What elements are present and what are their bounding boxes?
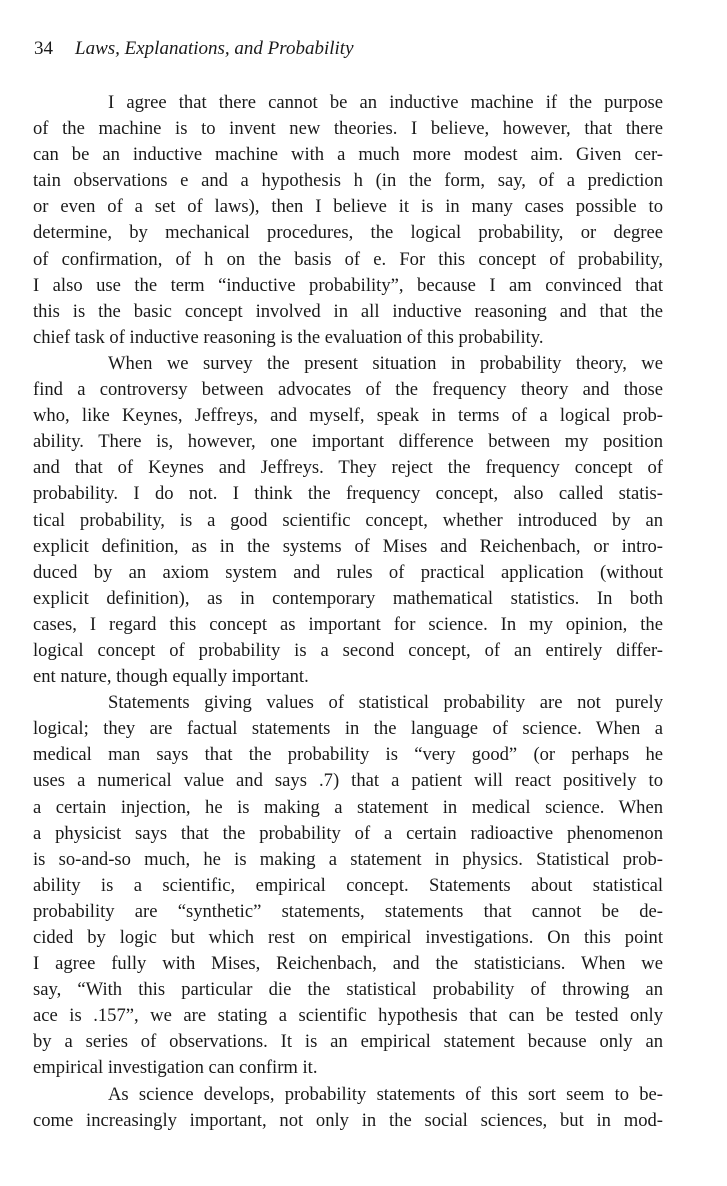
text-line: As science develops, probability statements of this sort seem to be-	[108, 1083, 663, 1105]
text-line: logical; they are factual statements in the language of science. When a	[33, 718, 663, 740]
running-title: Laws, Explanations, and Probability	[75, 38, 354, 59]
page-number: 34	[34, 38, 53, 59]
text-line: duced by an axiom system and rules of practical application (without	[33, 561, 663, 583]
text-line: When we survey the present situation in probability theory, we	[108, 352, 663, 374]
text-line: a physicist says that the probability of a certain radioactive phenomenon	[33, 822, 663, 844]
text-line: explicit definition), as in contemporary mathematical statistics. In both	[33, 587, 663, 609]
text-line: ability is a scientific, empirical concept. Statements about statistical	[33, 874, 663, 896]
paragraph	[33, 90, 663, 351]
text-line: is so-and-so much, he is making a statement in physics. Statistical prob-	[33, 848, 663, 870]
text-line: can be an inductive machine with a much more modest aim. Given cer-	[33, 144, 663, 166]
paragraph	[33, 351, 663, 690]
text-line: I agree fully with Mises, Reichenbach, and the statisticians. When we	[33, 953, 663, 975]
text-line: uses a numerical value and says .7) that a patient will react positively to	[33, 770, 663, 792]
text-line: empirical investigation can confirm it.	[33, 1057, 318, 1079]
text-line: a certain injection, he is making a statement in medical science. When	[33, 796, 663, 818]
text-line: come increasingly important, not only in the social sciences, but in mod-	[33, 1109, 663, 1131]
text-line: I also use the term “inductive probability”, because I am convinced that	[33, 274, 663, 296]
text-line: who, like Keynes, Jeffreys, and myself, speak in terms of a logical prob-	[33, 405, 663, 427]
text-line: of the machine is to invent new theories. I believe, however, that there	[33, 118, 663, 140]
text-line: of confirmation, of h on the basis of e. For this concept of probability,	[33, 248, 663, 270]
text-line: cases, I regard this concept as important for science. In my opinion, the	[33, 613, 663, 635]
text-line: chief task of inductive reasoning is the evaluation of this probability.	[33, 326, 544, 348]
text-line: Statements giving values of statistical probability are not purely	[108, 692, 663, 714]
text-line: tain observations e and a hypothesis h (in the form, say, of a prediction	[33, 170, 663, 192]
text-line: probability are “synthetic” statements, statements that cannot be de-	[33, 900, 663, 922]
text-line: probability. I do not. I think the frequency concept, also called statis-	[33, 483, 663, 505]
paragraph	[33, 1082, 663, 1134]
body-text	[33, 90, 663, 1134]
text-line: this is the basic concept involved in all inductive reasoning and that the	[33, 300, 663, 322]
text-line: cided by logic but which rest on empirical investigations. On this point	[33, 927, 663, 948]
text-line: or even of a set of laws), then I believe it is in many cases possible to	[33, 196, 663, 218]
text-line: I agree that there cannot be an inductive machine if the purpose	[108, 92, 663, 113]
text-line: ent nature, though equally important.	[33, 666, 309, 688]
text-line: determine, by mechanical procedures, the logical probability, or degree	[33, 222, 663, 244]
text-line: find a controversy between advocates of the frequency theory and those	[33, 379, 663, 401]
paragraph	[33, 690, 663, 1081]
text-line: tical probability, is a good scientific concept, whether introduced by an	[33, 509, 663, 531]
text-line: say, “With this particular die the statistical probability of throwing an	[33, 979, 663, 1001]
text-line: ace is .157”, we are stating a scientific hypothesis that can be tested only	[33, 1005, 663, 1027]
text-line: and that of Keynes and Jeffreys. They reject the frequency concept of	[33, 457, 663, 479]
text-line: by a series of observations. It is an empirical statement because only an	[33, 1031, 663, 1053]
text-line: logical concept of probability is a second concept, of an entirely differ-	[33, 639, 663, 661]
text-line: ability. There is, however, one important difference between my position	[33, 431, 663, 453]
page-header	[34, 38, 354, 60]
text-line: medical man says that the probability is “very good” (or perhaps he	[33, 744, 663, 766]
text-line: explicit definition, as in the systems of Mises and Reichenbach, or intro-	[33, 535, 663, 557]
